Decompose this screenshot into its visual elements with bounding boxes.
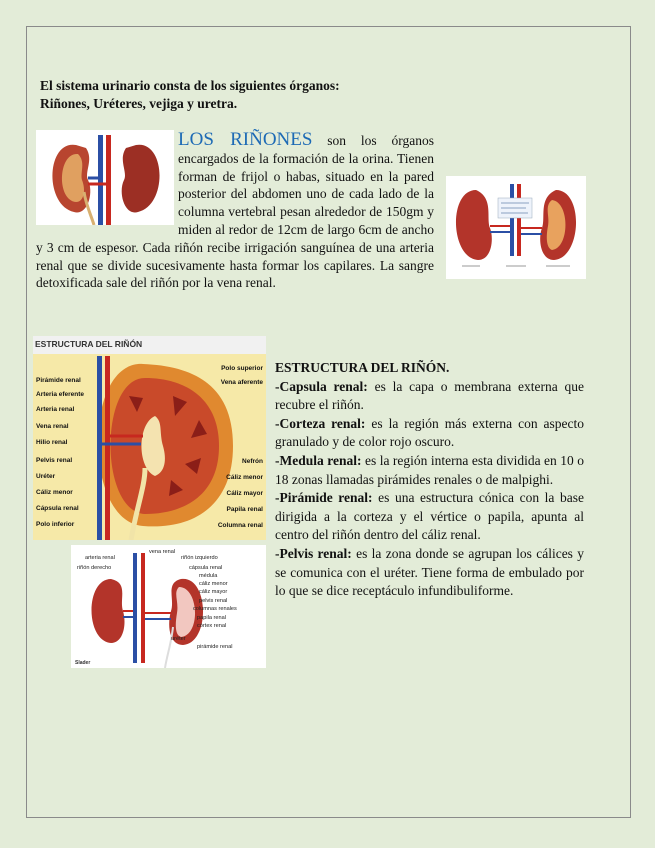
item-term: -Pirámide renal: [275,490,373,506]
structure-label-left: Hilio renal [36,439,68,446]
estructura-item-piramide [275,489,584,545]
diagram2-label-arteria-renal: arteria renal [85,555,115,561]
rinones-text: son los órganos encargados de la formación de la orina. Tienen forman de frijol o habas, situado en la pared posterior del abdomen uno de cada lado de la columna vertebral pesan alrededor de 150gm y miden al redor de 12cm de largo 6cm de ancho y 3 cm de espesor. Cada riñón recibe irrigación sanguínea de una arteria renal que se divide sucesivamente hasta formar los capilares. La sangre detoxificada sale del riñón por la vena renal. [36,133,434,291]
image-spacer-right [434,173,584,281]
rinones-paragraph [36,131,584,292]
diagram2-label-right: cápsula renal [189,565,223,571]
structure-label-right: Cáliz menor [226,474,263,481]
diagram2-label-right: cáliz mayor [199,589,228,595]
intro-line-2: Riñones, Uréteres, vejiga y uretra. [40,96,238,111]
intro-block [40,77,440,113]
structure-image-title: ESTRUCTURA DEL RIÑÓN [35,339,143,349]
item-desc: es la región más externa con aspecto granulado y de color rojo oscuro. [275,415,584,450]
structure-label-right: Polo superior [221,365,263,372]
structure-label-left: Pelvis renal [36,457,73,464]
diagram2-credit: Slader [75,660,91,666]
item-term: -Corteza renal: [275,415,366,431]
structure-label-left: Cáliz menor [36,489,73,496]
structure-label-left: Uréter [36,473,56,480]
estructura-item-pelvis [275,545,584,601]
item-term: -Capsula renal: [275,378,368,394]
kidney-labeled-diagram [71,545,266,668]
estructura-item-capsula [275,378,584,415]
item-term: -Pelvis renal: [275,545,352,561]
estructura-item-corteza [275,415,584,452]
intro-line-1: El sistema urinario consta de los siguientes órganos: [40,78,340,93]
diagram2-label-right: pelvis renal [199,598,228,604]
structure-label-right: Vena aferente [220,379,263,386]
structure-label-right: Cáliz mayor [226,490,263,497]
diagram2-label-right: médula [199,573,218,579]
rinones-heading: LOS RIÑONES [178,129,313,150]
diagram2-label-right: vena renal [149,549,176,555]
item-desc: es la capa o membrana externa que recubre el riñón. [275,378,585,413]
structure-label-right: Nefrón [242,458,263,465]
item-desc: es la zona donde se agrupan los cálices y se comunica con el uréter. Tiene forma de embulado por lo que se dice receptáculo infundibuliforme. [275,545,584,599]
structure-label-right: Columna renal [217,522,263,529]
item-desc: es una estructura cónica con la base dirigida a la corteza y el vértice o papila, apunta al centro del riñón dentro del cáliz renal. [275,490,584,543]
diagram2-label-right: pirámide renal [197,644,233,650]
diagram2-label-right: columnas renales [193,606,237,612]
structure-label-left: Polo inferior [36,521,75,528]
structure-label-left: Vena renal [36,423,69,430]
diagram2-label-right: uréter [171,636,186,642]
item-term: -Medula renal: [275,452,362,468]
structure-label-left: Arteria eferente [36,391,85,398]
diagram2-label-right: cáliz menor [199,581,228,587]
diagram2-label-rinon-derecho: riñón derecho [77,565,112,571]
kidney-structure-image [33,336,266,540]
item-desc: es la región interna esta dividida en 10 o 18 zonas llamadas pirámides renales o de malpighi. [275,452,584,487]
structure-label-left: Pirámide renal [36,377,81,384]
diagram2-label-right: riñón izquierdo [181,555,218,561]
structure-label-right: Papila renal [226,506,263,513]
diagram2-label-right: córtex renal [197,623,227,629]
image-spacer-left [36,131,178,229]
structure-label-left: Cápsula renal [36,505,79,512]
estructura-section [275,359,584,601]
diagram2-label-right: papila renal [197,615,226,621]
estructura-item-medula [275,452,584,489]
structure-label-left: Arteria renal [36,406,75,413]
estructura-title: ESTRUCTURA DEL RIÑÓN. [275,360,450,375]
